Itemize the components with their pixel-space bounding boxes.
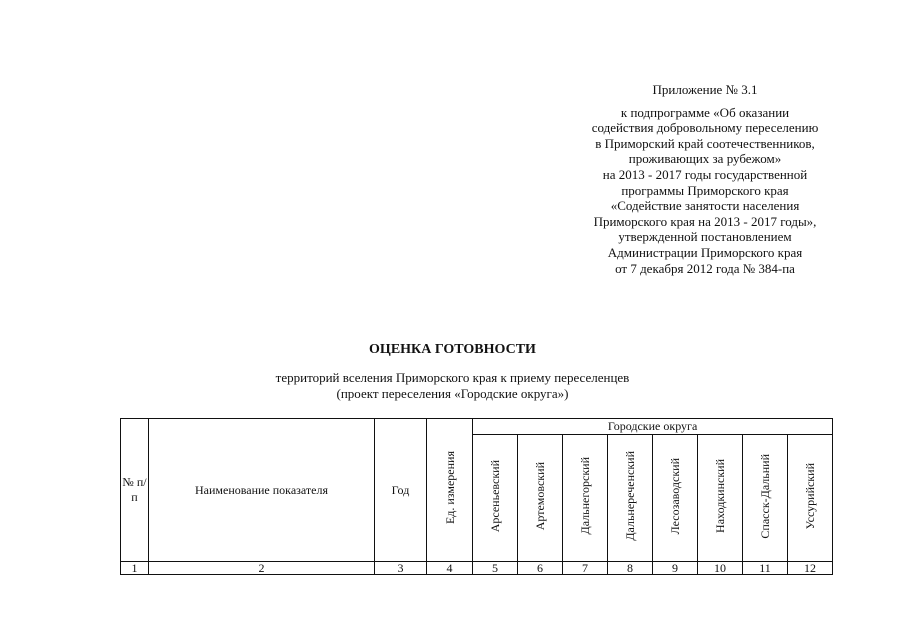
header-city-districts: Городские округа: [473, 419, 833, 435]
column-number: 2: [149, 562, 375, 575]
district-name: Находкинский: [713, 459, 727, 533]
district-header: [788, 435, 833, 562]
appendix-line: Администрации Приморского края: [607, 244, 803, 260]
column-number: 1: [121, 562, 149, 575]
column-number: 4: [427, 562, 473, 575]
district-header: [653, 435, 698, 562]
header-indicator-name: Наименование показателя: [149, 419, 375, 562]
district-name: Артемовский: [533, 461, 547, 531]
appendix-line: «Содействие занятости населения: [610, 198, 800, 214]
column-number: 3: [375, 562, 427, 575]
district-header: [563, 435, 608, 562]
appendix-line: Приморского края на 2013 - 2017 годы»,: [593, 213, 817, 229]
header-no: № п/п: [121, 419, 149, 562]
column-number: 7: [563, 562, 608, 575]
readiness-table: [120, 418, 833, 575]
subtitle-line: территорий вселения Приморского края к приему переселенцев: [275, 370, 630, 385]
appendix-line: от 7 декабря 2012 года № 384-па: [615, 260, 795, 276]
district-name: Дальнереченский: [623, 451, 637, 541]
document-subtitle: [0, 370, 905, 402]
district-name: Лесозаводский: [668, 457, 682, 535]
subtitle-line: (проект переселения «Городские округа»): [336, 386, 569, 401]
column-number: 6: [518, 562, 563, 575]
column-number: 5: [473, 562, 518, 575]
district-header: [608, 435, 653, 562]
appendix-block: [520, 82, 890, 276]
appendix-line: на 2013 - 2017 годы государственной: [602, 166, 808, 182]
column-number: 8: [608, 562, 653, 575]
header-year: Год: [375, 419, 427, 562]
appendix-line: проживающих за рубежом»: [628, 151, 782, 167]
district-name: Арсеньевский: [488, 459, 502, 533]
district-header: [743, 435, 788, 562]
header-unit: [427, 419, 473, 562]
district-name: Уссурийский: [803, 462, 818, 530]
appendix-line: утвержденной постановлением: [618, 229, 792, 245]
district-name: Дальнегорский: [578, 457, 592, 535]
appendix-line: в Приморский край соотечественников,: [595, 135, 815, 151]
appendix-line: программы Приморского края: [621, 182, 789, 198]
column-number-row: [121, 562, 833, 575]
column-number: 9: [653, 562, 698, 575]
appendix-heading: Приложение № 3.1: [652, 82, 758, 97]
column-number: 10: [698, 562, 743, 575]
district-header: [473, 435, 518, 562]
document-title: ОЦЕНКА ГОТОВНОСТИ: [369, 342, 536, 357]
district-name: Спасск-Дальний: [758, 453, 772, 539]
district-header: [518, 435, 563, 562]
district-header: [698, 435, 743, 562]
appendix-line: к подпрограмме «Об оказании: [620, 104, 790, 120]
column-number: 12: [788, 562, 833, 575]
appendix-line: содействия добровольному переселению: [591, 120, 819, 136]
column-number: 11: [743, 562, 788, 575]
header-unit-text: Ед. измерения: [442, 451, 457, 525]
